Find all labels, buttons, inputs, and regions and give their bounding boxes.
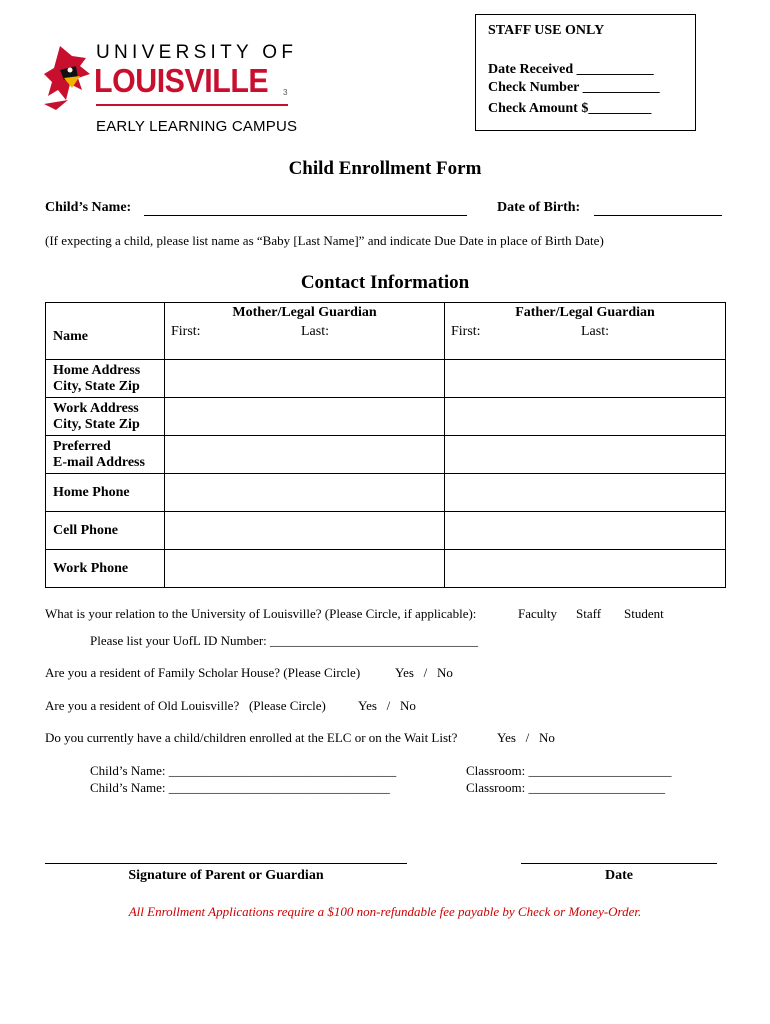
logo-mark: 3: [283, 88, 288, 97]
row-label-home-address: [46, 360, 165, 398]
sibling-name-field-1[interactable]: Child’s Name: ___________________________________: [90, 763, 397, 778]
mother-home-phone-cell[interactable]: [165, 474, 445, 512]
father-header: Father/Legal Guardian: [515, 305, 655, 320]
old-louisville-options[interactable]: Yes / No: [358, 698, 416, 713]
row-label-cell-phone: Cell Phone: [46, 512, 165, 550]
mother-header: Mother/Legal Guardian: [232, 305, 377, 320]
option-faculty[interactable]: Faculty: [518, 606, 557, 621]
check-number-field: Check Number ___________: [488, 80, 660, 95]
date-line[interactable]: [521, 848, 717, 864]
logo-louisville: LOUISVILLE: [94, 62, 269, 99]
classroom-field-1[interactable]: Classroom: ______________________: [466, 763, 672, 778]
father-work-phone-cell[interactable]: [445, 550, 726, 588]
form-title: Child Enrollment Form: [288, 158, 482, 179]
fsh-options[interactable]: Yes / No: [395, 665, 453, 680]
signature-line[interactable]: [45, 848, 407, 864]
work-address-line1: Work Address: [53, 400, 139, 416]
home-address-line1: Home Address: [53, 362, 141, 378]
option-student[interactable]: Student: [624, 606, 664, 621]
logo-university-of: UNIVERSITY OF: [96, 42, 298, 63]
logo-early-learning-campus: EARLY LEARNING CAMPUS: [96, 118, 298, 135]
mother-home-address-cell[interactable]: [165, 360, 445, 398]
classroom-field-2[interactable]: Classroom: _____________________: [466, 780, 665, 795]
staff-box-title: STAFF USE ONLY: [488, 23, 605, 38]
sibling-name-field-2[interactable]: Child’s Name: __________________________________: [90, 780, 390, 795]
email-line2: E-mail Address: [53, 454, 145, 470]
check-amount-field: Check Amount $_________: [488, 101, 652, 116]
father-first-label: First:: [451, 324, 481, 339]
contact-section-title: Contact Information: [300, 272, 470, 293]
date-received-field: Date Received ___________: [488, 62, 654, 77]
mother-work-address-cell[interactable]: [165, 398, 445, 436]
mother-name-cell[interactable]: [165, 303, 445, 360]
father-email-cell[interactable]: [445, 436, 726, 474]
contact-table: [45, 302, 726, 588]
mother-first-label: First:: [171, 324, 201, 339]
option-staff[interactable]: Staff: [576, 606, 602, 621]
staff-use-box: [475, 14, 696, 131]
father-home-phone-cell[interactable]: [445, 474, 726, 512]
cardinal-head-icon: [42, 44, 94, 110]
dob-field[interactable]: [594, 200, 722, 216]
row-label-work-address: [46, 398, 165, 436]
uofl-id-field[interactable]: Please list your UofL ID Number: ________________________________: [90, 633, 479, 648]
fsh-question: Are you a resident of Family Scholar House? (Please Circle): [45, 665, 361, 680]
work-address-line2: City, State Zip: [53, 416, 140, 432]
child-name-label: Child’s Name:: [45, 200, 132, 215]
father-last-label: Last:: [581, 324, 609, 339]
signature-label: Signature of Parent or Guardian: [128, 868, 324, 883]
dob-label: Date of Birth:: [497, 200, 581, 215]
elc-options[interactable]: Yes / No: [497, 730, 555, 745]
row-label-email: [46, 436, 165, 474]
father-cell-phone-cell[interactable]: [445, 512, 726, 550]
mother-work-phone-cell[interactable]: [165, 550, 445, 588]
home-address-line2: City, State Zip: [53, 378, 140, 394]
child-name-field[interactable]: [144, 200, 467, 216]
mother-last-label: Last:: [301, 324, 329, 339]
row-label-home-phone: Home Phone: [46, 474, 165, 512]
date-label: Date: [605, 868, 633, 883]
father-work-address-cell[interactable]: [445, 398, 726, 436]
email-line1: Preferred: [53, 438, 111, 454]
mother-cell-phone-cell[interactable]: [165, 512, 445, 550]
expecting-child-note: (If expecting a child, please list name as “Baby [Last Name]” and indicate Due Date in place of Birth Date): [45, 233, 604, 248]
relation-question: What is your relation to the University of Louisville? (Please Circle, if applicable):: [45, 606, 477, 621]
father-name-cell[interactable]: [445, 303, 726, 360]
row-label-work-phone: Work Phone: [46, 550, 165, 588]
row-label-name: Name: [46, 303, 165, 360]
fee-note: All Enrollment Applications require a $100 non-refundable fee payable by Check or Money-Order.: [128, 904, 642, 919]
elc-question: Do you currently have a child/children enrolled at the ELC or on the Wait List?: [45, 730, 458, 745]
old-louisville-question: Are you a resident of Old Louisville? (Please Circle): [45, 698, 326, 713]
logo-divider: [96, 104, 288, 106]
father-home-address-cell[interactable]: [445, 360, 726, 398]
mother-email-cell[interactable]: [165, 436, 445, 474]
